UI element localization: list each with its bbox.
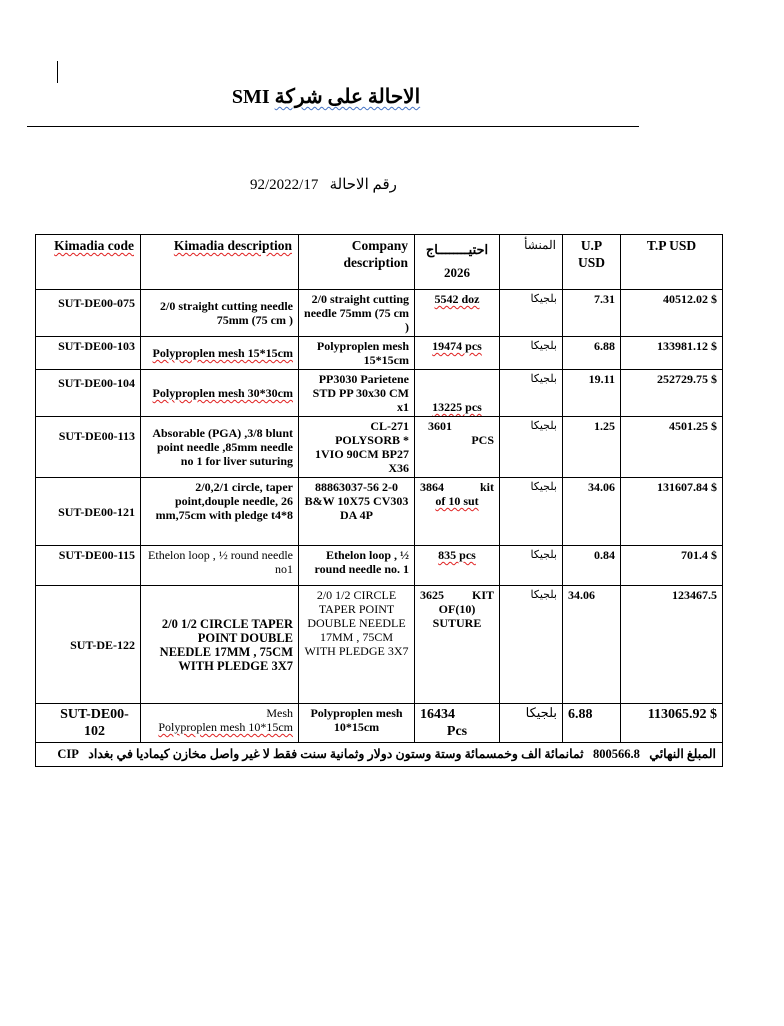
cell-quantity: 13225 pcs <box>415 370 500 417</box>
cell-origin: بلجيكا <box>500 478 563 546</box>
cell-code: SUT-DE-122 <box>36 586 141 704</box>
cell-company-desc: Polyproplen mesh 10*15cm <box>299 704 415 743</box>
cell-unit-price: 0.84 <box>563 546 621 586</box>
cell-total-price: 113065.92 $ <box>621 704 723 743</box>
table-row <box>36 337 723 370</box>
cell-total-price: 131607.84 $ <box>621 478 723 546</box>
cell-kimadia-desc: Ethelon loop , ½ round needle no1 <box>141 546 299 586</box>
title-divider <box>27 126 639 127</box>
header-kimadia-code: Kimadia code <box>36 235 141 290</box>
cell-company-desc: Ethelon loop , ½ round needle no. 1 <box>299 546 415 586</box>
cell-quantity: 5542 doz <box>415 290 500 337</box>
cell-kimadia-desc: 2/0,2/1 circle, taper point,douple needle, 26 mm,75cm with pledge t4*8 <box>141 478 299 546</box>
cell-company-desc: Polyproplen mesh 15*15cm <box>299 337 415 370</box>
cell-quantity: 3864 kit of 10 sut <box>415 478 500 546</box>
header-unit-price: U.P USD <box>563 235 621 290</box>
cell-company-desc: 2/0 straight cutting needle 75mm (75 cm ) <box>299 290 415 337</box>
cell-origin: بلجيكا <box>500 370 563 417</box>
table-row <box>36 290 723 337</box>
reference-value: 92/2022/17 <box>250 177 319 193</box>
cell-kimadia-desc: Polyproplen mesh 15*15cm <box>141 337 299 370</box>
delivery-terms: CIP <box>57 747 79 761</box>
header-company-description: Company description <box>299 235 415 290</box>
cell-kimadia-desc: Absorable (PGA) ,3/8 blunt point needle ,85mm needle no 1 for liver suturing <box>141 417 299 478</box>
cell-code: SUT-DE00-121 <box>36 478 141 546</box>
cell-total-price: 133981.12 $ <box>621 337 723 370</box>
cell-kimadia-desc: 2/0 straight cutting needle 75mm (75 cm ) <box>141 290 299 337</box>
cell-kimadia-desc: 2/0 1/2 CIRCLE TAPER POINT DOUBLE NEEDLE 17MM , 75CM WITH PLEDGE 3X7 <box>141 586 299 704</box>
cell-origin: بلجيكا <box>500 546 563 586</box>
header-row <box>36 235 723 290</box>
cell-unit-price: 7.31 <box>563 290 621 337</box>
cell-quantity: 3625 KIT OF(10) SUTURE <box>415 586 500 704</box>
table-row <box>36 370 723 417</box>
cell-unit-price: 34.06 <box>563 586 621 704</box>
cell-origin: بلجيكا <box>500 417 563 478</box>
cell-kimadia-desc: Mesh Polyproplen mesh 10*15cm <box>141 704 299 743</box>
cell-code: SUT-DE00-113 <box>36 417 141 478</box>
cell-origin: بلجيكا <box>500 704 563 743</box>
cell-origin: بلجيكا <box>500 586 563 704</box>
cell-code: SUT-DE00-075 <box>36 290 141 337</box>
total-row <box>36 743 723 767</box>
cell-code: SUT-DE00-102 <box>36 704 141 743</box>
cell-code: SUT-DE00-103 <box>36 337 141 370</box>
cell-total-price: 701.4 $ <box>621 546 723 586</box>
cell-company-desc: 2/0 1/2 CIRCLE TAPER POINT DOUBLE NEEDLE 17MM , 75CM WITH PLEDGE 3X7 <box>299 586 415 704</box>
table-row <box>36 417 723 478</box>
cell-unit-price: 34.06 <box>563 478 621 546</box>
reference-label: رقم الاحالة <box>329 177 397 193</box>
cell-origin: بلجيكا <box>500 337 563 370</box>
cell-company-desc: CL-271 POLYSORB * 1VIO 90CM BP27 X36 <box>299 417 415 478</box>
cell-company-desc: PP3030 Parietene STD PP 30x30 CM x1 <box>299 370 415 417</box>
header-total-price: T.P USD <box>621 235 723 290</box>
cell-kimadia-desc: Polyproplen mesh 30*30cm <box>141 370 299 417</box>
cell-unit-price: 19.11 <box>563 370 621 417</box>
cell-quantity: 3601 PCS <box>415 417 500 478</box>
cell-unit-price: 6.88 <box>563 337 621 370</box>
cell-company-desc: 88863037-56 2-0 B&W 10X75 CV303 DA 4P <box>299 478 415 546</box>
reference-number <box>250 175 397 194</box>
cell-quantity: 16434 Pcs <box>415 704 500 743</box>
cell-total-price: 252729.75 $ <box>621 370 723 417</box>
cell-code: SUT-DE00-104 <box>36 370 141 417</box>
cell-code: SUT-DE00-115 <box>36 546 141 586</box>
cell-quantity: 835 pcs <box>415 546 500 586</box>
header-origin: المنشأ <box>500 235 563 290</box>
total-summary <box>36 743 723 767</box>
table-row <box>36 704 723 743</box>
cell-total-price: 40512.02 $ <box>621 290 723 337</box>
table-row <box>36 586 723 704</box>
cell-total-price: 123467.5 <box>621 586 723 704</box>
cell-origin: بلجيكا <box>500 290 563 337</box>
total-amount: 800566.8 <box>593 747 640 761</box>
cell-total-price: 4501.25 $ <box>621 417 723 478</box>
cell-unit-price: 6.88 <box>563 704 621 743</box>
table-row <box>36 546 723 586</box>
cell-quantity: 19474 pcs <box>415 337 500 370</box>
total-in-words: ثمانمائة الف وخمسمائة وستة وستون دولار وثمانية سنت فقط لا غير واصل مخازن كيماديا في بغداد <box>88 747 584 761</box>
page-title <box>0 84 652 109</box>
total-label: المبلغ النهائي <box>649 747 716 761</box>
cell-unit-price: 1.25 <box>563 417 621 478</box>
title-prefix: الاحالة على شركة <box>274 86 421 108</box>
items-table <box>35 234 723 767</box>
text-cursor <box>57 61 58 83</box>
table-row <box>36 478 723 546</box>
title-company: SMI <box>231 86 270 108</box>
header-kimadia-description: Kimadia description <box>141 235 299 290</box>
header-need: احتيــــــــاج 2026 <box>415 235 500 290</box>
